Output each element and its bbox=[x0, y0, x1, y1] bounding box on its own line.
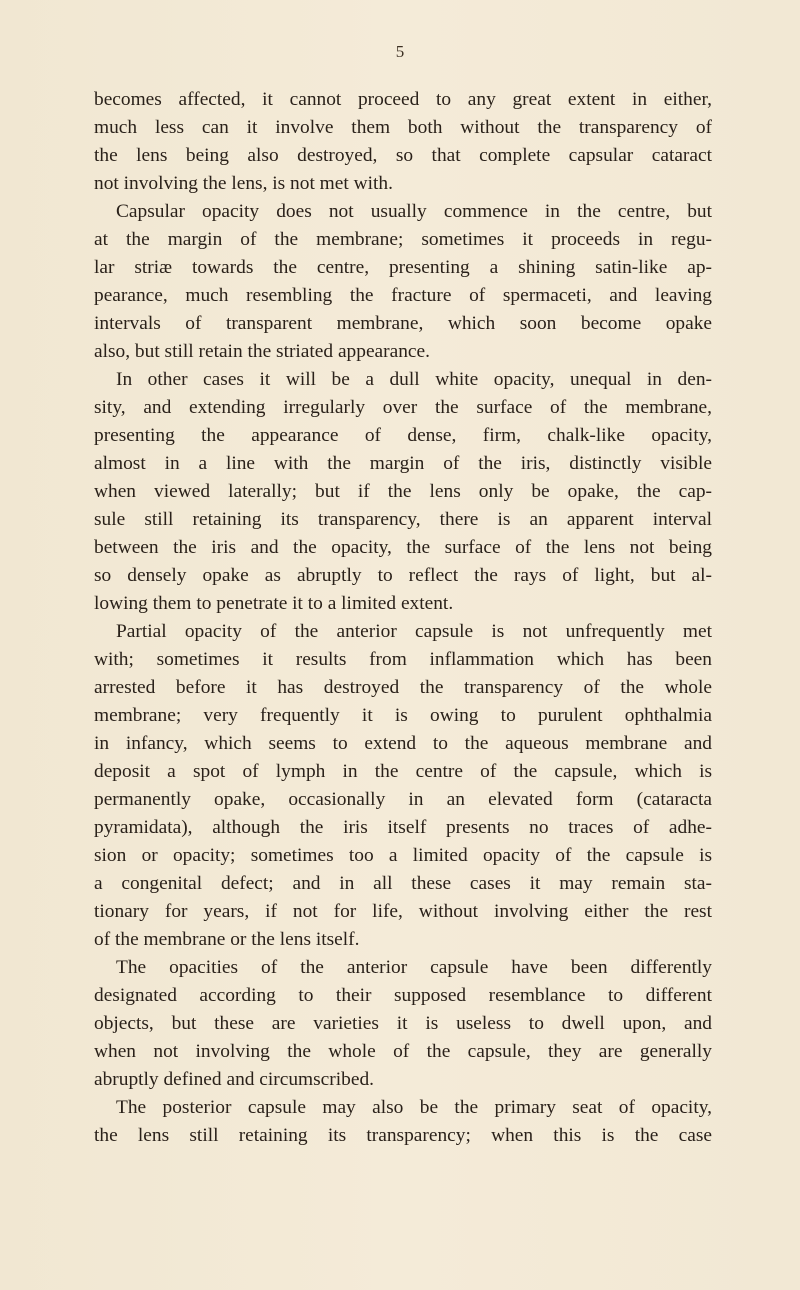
text-line: almost in a line with the margin of the iris, distinctly visible bbox=[94, 453, 712, 474]
text-line: deposit a spot of lymph in the centre of the capsule, which is bbox=[94, 761, 712, 782]
page-number: 5 bbox=[395, 42, 405, 61]
text-line: intervals of transparent membrane, which soon become opake bbox=[94, 313, 712, 334]
paragraph bbox=[94, 954, 712, 1094]
text-line: in infancy, which seems to extend to the aqueous membrane and bbox=[94, 733, 712, 754]
paragraph bbox=[94, 366, 712, 618]
text-line: the lens still retaining its transparency; when this is the case bbox=[94, 1125, 712, 1146]
paragraph bbox=[94, 86, 712, 198]
text-line: Partial opacity of the anterior capsule is not unfrequently met bbox=[116, 621, 712, 642]
text-line: lowing them to penetrate it to a limited extent. bbox=[94, 593, 454, 614]
text-line: permanently opake, occasionally in an elevated form (cataracta bbox=[94, 789, 712, 810]
text-line: sity, and extending irregularly over the surface of the membrane, bbox=[94, 397, 712, 418]
text-line: of the membrane or the lens itself. bbox=[94, 929, 360, 950]
text-line: with; sometimes it results from inflammation which has been bbox=[94, 649, 712, 670]
body-text bbox=[94, 86, 712, 1150]
text-line: so densely opake as abruptly to reflect the rays of light, but al- bbox=[94, 565, 712, 586]
text-line: sule still retaining its transparency, there is an apparent interval bbox=[94, 509, 712, 530]
paragraph bbox=[94, 198, 712, 366]
text-line: a congenital defect; and in all these cases it may remain sta- bbox=[94, 873, 712, 894]
text-line: abruptly defined and circumscribed. bbox=[94, 1069, 374, 1090]
text-line: the lens being also destroyed, so that complete capsular cataract bbox=[94, 145, 712, 166]
paragraph bbox=[94, 1094, 712, 1150]
text-line: presenting the appearance of dense, firm, chalk-like opacity, bbox=[94, 425, 712, 446]
text-line: membrane; very frequently it is owing to purulent ophthalmia bbox=[94, 705, 712, 726]
text-line: also, but still retain the striated appearance. bbox=[94, 341, 430, 362]
text-line: much less can it involve them both without the transparency of bbox=[94, 117, 712, 138]
text-line: pyramidata), although the iris itself presents no traces of adhe- bbox=[94, 817, 712, 838]
text-line: when not involving the whole of the capsule, they are generally bbox=[94, 1041, 712, 1062]
text-line: at the margin of the membrane; sometimes it proceeds in regu- bbox=[94, 229, 712, 250]
text-line: The opacities of the anterior capsule have been differently bbox=[116, 957, 712, 978]
text-line: becomes affected, it cannot proceed to any great extent in either, bbox=[94, 89, 712, 110]
paragraph bbox=[94, 618, 712, 954]
text-line: tionary for years, if not for life, without involving either the rest bbox=[94, 901, 712, 922]
text-line: when viewed laterally; but if the lens only be opake, the cap- bbox=[94, 481, 712, 502]
text-line: not involving the lens, is not met with. bbox=[94, 173, 393, 194]
text-line: objects, but these are varieties it is useless to dwell upon, and bbox=[94, 1013, 712, 1034]
text-line: sion or opacity; sometimes too a limited opacity of the capsule is bbox=[94, 845, 712, 866]
text-line: Capsular opacity does not usually commence in the centre, but bbox=[116, 201, 712, 222]
text-line: In other cases it will be a dull white opacity, unequal in den- bbox=[116, 369, 712, 390]
text-line: arrested before it has destroyed the transparency of the whole bbox=[94, 677, 712, 698]
text-line: lar striæ towards the centre, presenting a shining satin-like ap- bbox=[94, 257, 712, 278]
text-line: designated according to their supposed resemblance to different bbox=[94, 985, 712, 1006]
text-line: The posterior capsule may also be the primary seat of opacity, bbox=[116, 1097, 712, 1118]
text-line: pearance, much resembling the fracture of spermaceti, and leaving bbox=[94, 285, 712, 306]
text-line: between the iris and the opacity, the surface of the lens not being bbox=[94, 537, 712, 558]
